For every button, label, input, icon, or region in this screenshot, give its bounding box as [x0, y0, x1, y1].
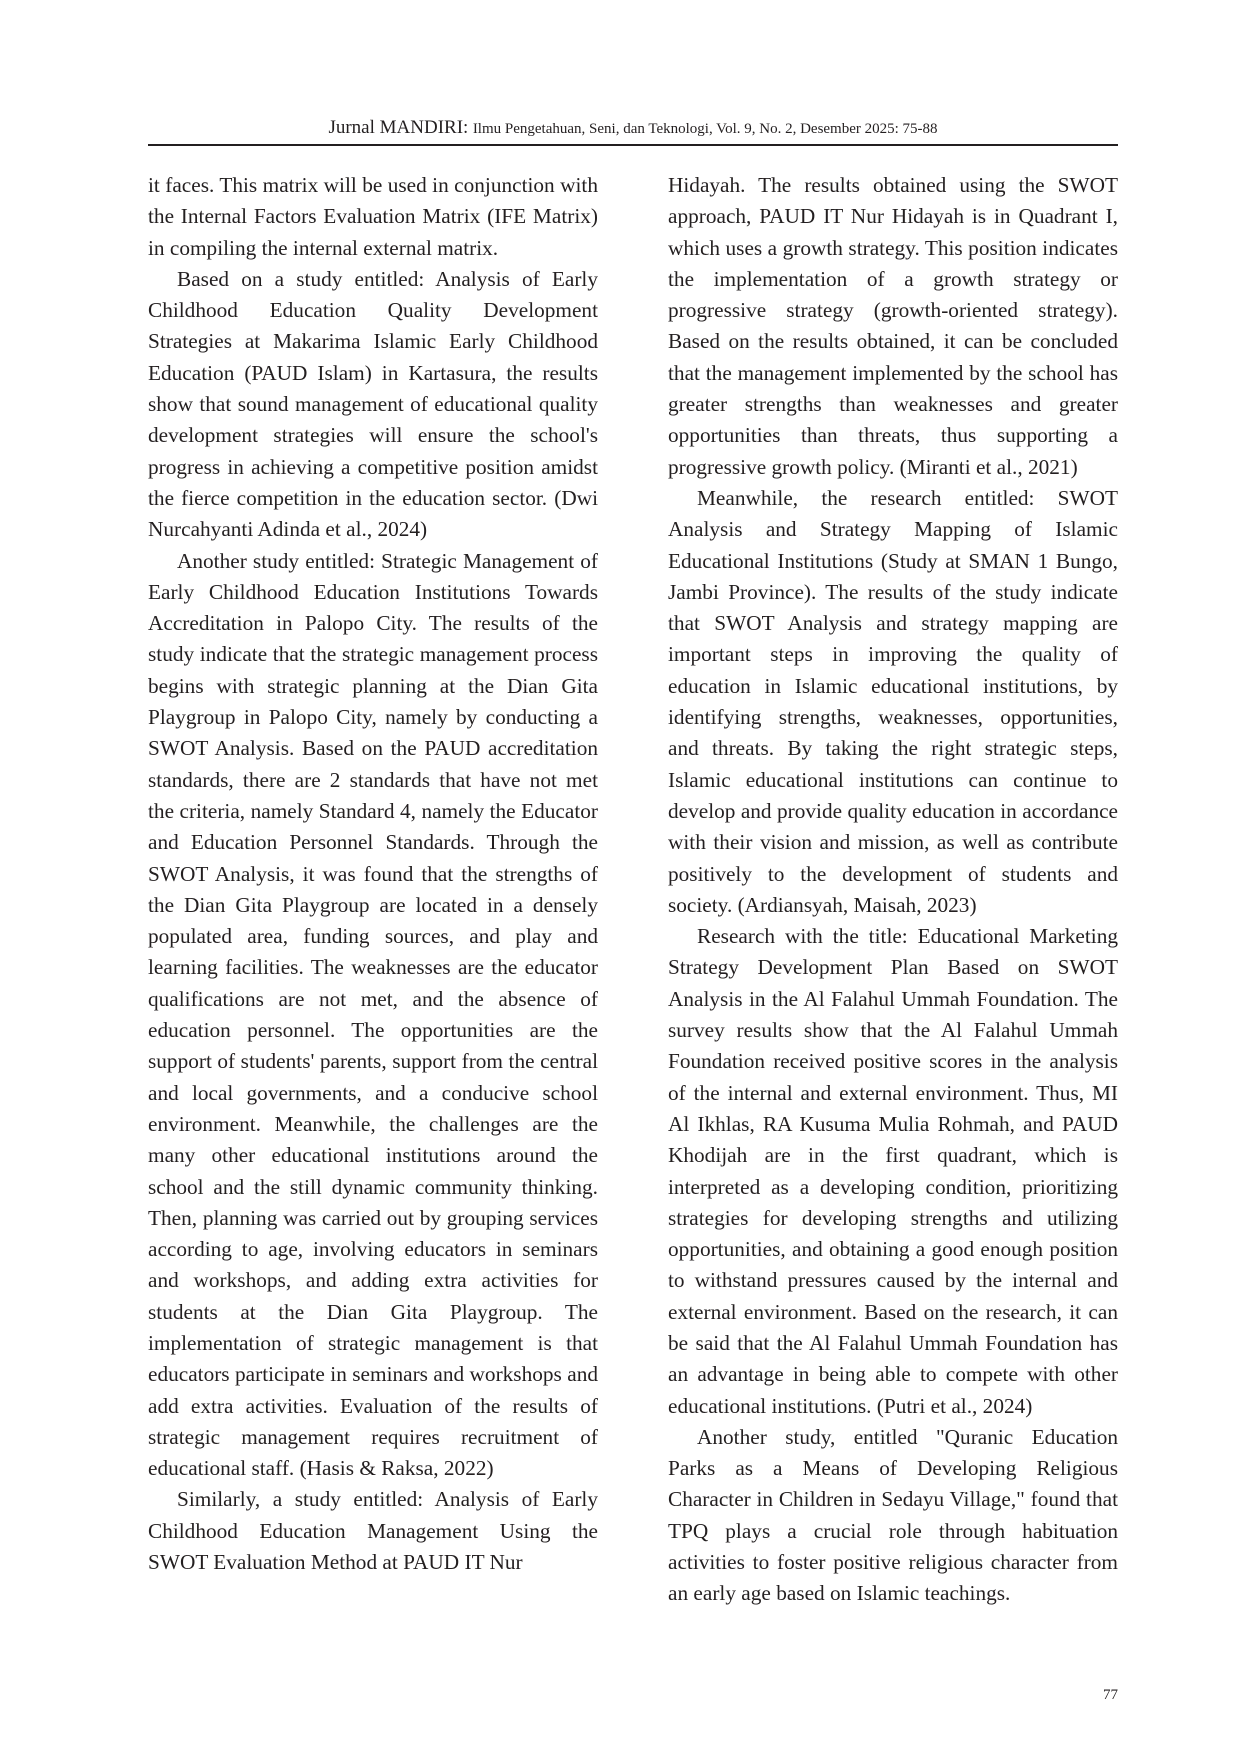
journal-name: Jurnal MANDIRI:	[328, 117, 469, 138]
journal-details: Ilmu Pengetahuan, Seni, dan Teknologi, Vol. 9, No. 2, Desember 2025: 75-88	[472, 121, 938, 137]
body-paragraph: Meanwhile, the research entitled: SWOT Analysis and Strategy Mapping of Islamic Educational Institutions (Study at SMAN 1 Bungo, Jambi Province). The results of the study indicate that SWOT Analysis and strategy mapping are important steps in improving the quality of education in Islamic educational institutions, by identifying strengths, weaknesses, opportunities, and threats. By taking the right strategic steps, Islamic educational institutions can continue to develop and provide quality education in accordance with their vision and mission, as well as contribute positively to the development of students and society. (Ardiansyah, Maisah, 2023)	[668, 485, 1118, 917]
body-paragraph: Another study, entitled "Quranic Education Parks as a Means of Developing Religious Character in Children in Sedayu Village," found that TPQ plays a crucial role through habituation activities to foster positive religious character from an early age based on Islamic teachings.	[668, 1424, 1118, 1606]
page-number: 77	[1103, 1687, 1118, 1703]
body-paragraph: Another study entitled: Strategic Management of Early Childhood Education Institutions Towards Accreditation in Palopo City. The results of the study indicate that the strategic management process begins with strategic planning at the Dian Gita Playgroup in Palopo City, namely by conducting a SWOT Analysis. Based on the PAUD accreditation standards, there are 2 standards that have not met the criteria, namely Standard 4, namely the Educator and Education Personnel Standards. Through the SWOT Analysis, it was found that the strengths of the Dian Gita Playgroup are located in a densely populated area, funding sources, and play and learning facilities. The weaknesses are the educator qualifications are not met, and the absence of education personnel. The opportunities are the support of students' parents, support from the central and local governments, and a conducive school environment. Meanwhile, the challenges are the many other educational institutions around the school and the still dynamic community thinking. Then, planning was carried out by grouping services according to age, involving educators in seminars and workshops, and adding extra activities for students at the Dian Gita Playgroup. The implementation of strategic management is that educators participate in seminars and workshops and add extra activities. Evaluation of the results of strategic management requires recruitment of educational staff. (Hasis & Raksa, 2022)	[148, 548, 598, 1481]
header-divider	[148, 144, 1118, 146]
running-header	[148, 116, 1118, 140]
right-column	[668, 170, 1118, 1610]
body-paragraph: Hidayah. The results obtained using the SWOT approach, PAUD IT Nur Hidayah is in Quadrant I, which uses a growth strategy. This position indicates the implementation of a growth strategy or progressive strategy (growth-oriented strategy). Based on the results obtained, it can be concluded that the management implemented by the school has greater strengths than weaknesses and greater opportunities than threats, thus supporting a progressive growth policy. (Miranti et al., 2021)	[668, 173, 1118, 479]
body-paragraph: Based on a study entitled: Analysis of Early Childhood Education Quality Development Strategies at Makarima Islamic Early Childhood Education (PAUD Islam) in Kartasura, the results show that sound management of educational quality development strategies will ensure the school's progress in achieving a competitive position amidst the fierce competition in the education sector. (Dwi Nurcahyanti Adinda et al., 2024)	[148, 266, 598, 542]
body-paragraph: Research with the title: Educational Marketing Strategy Development Plan Based on SWOT Analysis in the Al Falahul Ummah Foundation. The survey results show that the Al Falahul Ummah Foundation received positive scores in the analysis of the internal and external environment. Thus, MI Al Ikhlas, RA Kusuma Mulia Rohmah, and PAUD Khodijah are in the first quadrant, which is interpreted as a developing condition, prioritizing strategies for developing strengths and utilizing opportunities, and obtaining a good enough position to withstand pressures caused by the internal and external environment. Based on the research, it can be said that the Al Falahul Ummah Foundation has an advantage in being able to compete with other educational institutions. (Putri et al., 2024)	[668, 924, 1118, 1418]
body-paragraph: Similarly, a study entitled: Analysis of Early Childhood Education Management Using the SWOT Evaluation Method at PAUD IT Nur	[148, 1487, 598, 1575]
left-column	[148, 170, 598, 1578]
body-paragraph: it faces. This matrix will be used in conjunction with the Internal Factors Evaluation Matrix (IFE Matrix) in compiling the internal external matrix.	[148, 173, 598, 260]
